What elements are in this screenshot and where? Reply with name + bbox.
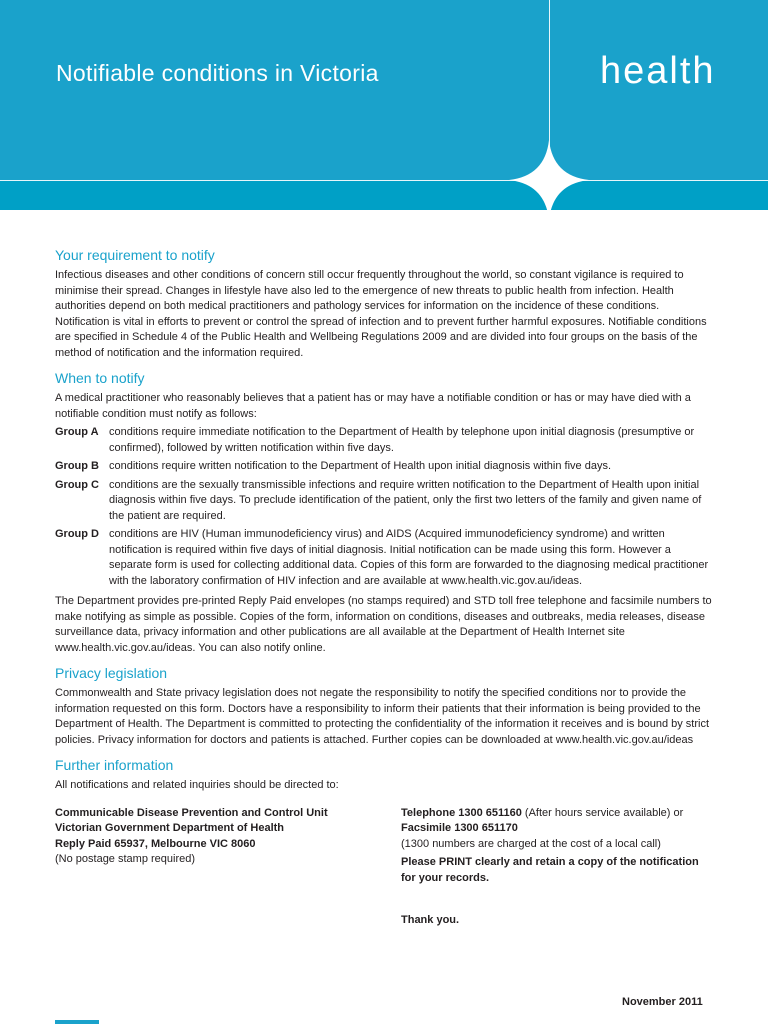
telephone-number: Telephone 1300 651160 xyxy=(401,806,522,819)
when-heading: When to notify xyxy=(55,370,145,386)
page-title: Notifiable conditions in Victoria xyxy=(56,60,379,86)
group-d-text: conditions are HIV (Human immunodeficiency virus) and AIDS (Acquired immunodeficiency syndrome) and written notification is required within five days of initial diagnosis. Initial notification can be made using this form. However a separate form is used for collecting additional data. Copies of this form are forwarded to the diagnosing medical practitioner with the laboratory confirmation of HIV infection and are available at xyxy=(109,528,709,587)
ideas-link[interactable]: www.health.vic.gov.au/ideas. xyxy=(441,574,583,587)
footer-mark xyxy=(55,1020,99,1024)
brand-logo: health xyxy=(600,50,716,92)
group-d-row xyxy=(55,527,715,589)
thank-you: Thank you. xyxy=(401,914,460,926)
postal-address xyxy=(55,806,401,929)
privacy-body: Commonwealth and State privacy legislation does not negate the responsibility to notify the specified conditions nor to provide the information requested on this form. Doctors have a responsibility to inform their patients that their information is being provided to the Department of Health. The Department is committed to protecting the confidentiality of the information it receives and is bound by strict policies. Privacy information for doctors and patients is attached. Further copies can be downloaded at www.health.vic.gov.au/ideas xyxy=(55,687,710,746)
telephone-note: (After hours service available) or xyxy=(521,806,684,819)
group-label: Group A xyxy=(55,426,99,438)
unit-name: Communicable Disease Prevention and Control Unit xyxy=(55,806,328,819)
further-intro: All notifications and related inquiries should be directed to: xyxy=(55,779,339,791)
department-text: The Department provides pre-printed Reply Paid envelopes (no stamps required) and STD toll free telephone and facsimile numbers to make notifying as simple as possible. Copies of the form, information on conditions, diseases and outbreaks, media releases, disease surveillance data, privacy information and other publications are all available at the Department of Health Internet site xyxy=(55,595,712,638)
facsimile-number: Facsimile 1300 651170 xyxy=(401,822,518,834)
group-c-row xyxy=(55,478,715,525)
requirement-body: Infectious diseases and other conditions of concern still occur frequently throughout the world, so constant vigilance is required to minimise their spread. Changes in lifestyle have also led to the emergence of new threats to public health from infection. Health authorities depend on both medical practitioners and pathology services for information on the incidence of these conditions. Notification is vital in efforts to prevent or control the spread of infection and to prevent further harmful exposures. Notifiable conditions are specified in Schedule 4 of the Public Health and Wellbeing Regulations 2009 and are divided into four groups on the basis of the method of notification and the information required. xyxy=(55,269,707,359)
group-text: conditions require immediate notification to the Department of Health by telephone upon initial diagnosis (presumptive or confirmed), followed by written notification within five days. xyxy=(109,426,695,454)
group-text: conditions are the sexually transmissible infections and require written notification to the Department of Health upon initial diagnosis within five days. To preclude identification of the patient, only the first two letters of the family and given name of the patient are required. xyxy=(109,478,702,522)
banner-band xyxy=(0,180,768,210)
postage-note: (No postage stamp required) xyxy=(55,853,196,865)
department-link[interactable]: www.health.vic.gov.au/ideas xyxy=(55,641,193,654)
requirement-heading: Your requirement to notify xyxy=(55,247,215,263)
group-label: Group C xyxy=(55,478,99,491)
group-text xyxy=(109,527,715,589)
group-label: Group B xyxy=(55,460,99,472)
telephone-line xyxy=(401,806,715,822)
header-banner xyxy=(0,0,768,210)
star-icon xyxy=(509,140,589,210)
further-heading: Further information xyxy=(55,757,174,773)
banner-divider-horizontal xyxy=(0,180,768,181)
phone-details xyxy=(401,806,715,929)
department-tail: . You can also notify online. xyxy=(192,641,326,654)
department-paragraph xyxy=(55,594,715,656)
reply-paid-address: Reply Paid 65937, Melbourne VIC 8060 xyxy=(55,837,256,850)
cost-note: (1300 numbers are charged at the cost of a local call) xyxy=(401,837,661,850)
when-intro: A medical practitioner who reasonably believes that a patient has or may have a notifiable condition or has or may have died with a notifiable condition must notify as follows: xyxy=(55,392,691,420)
group-label: Group D xyxy=(55,528,99,540)
main-content xyxy=(55,246,715,929)
group-text: conditions require written notification to the Department of Health upon initial diagnosis within five days. xyxy=(109,460,611,472)
department-name: Victorian Government Department of Health xyxy=(55,822,285,834)
publication-date: November 2011 xyxy=(622,996,703,1008)
group-a-row xyxy=(55,425,715,456)
contact-details xyxy=(55,806,715,929)
group-b-row xyxy=(55,459,715,475)
print-note: Please PRINT clearly and retain a copy of the notification for your records. xyxy=(401,856,699,884)
privacy-heading: Privacy legislation xyxy=(55,665,168,681)
